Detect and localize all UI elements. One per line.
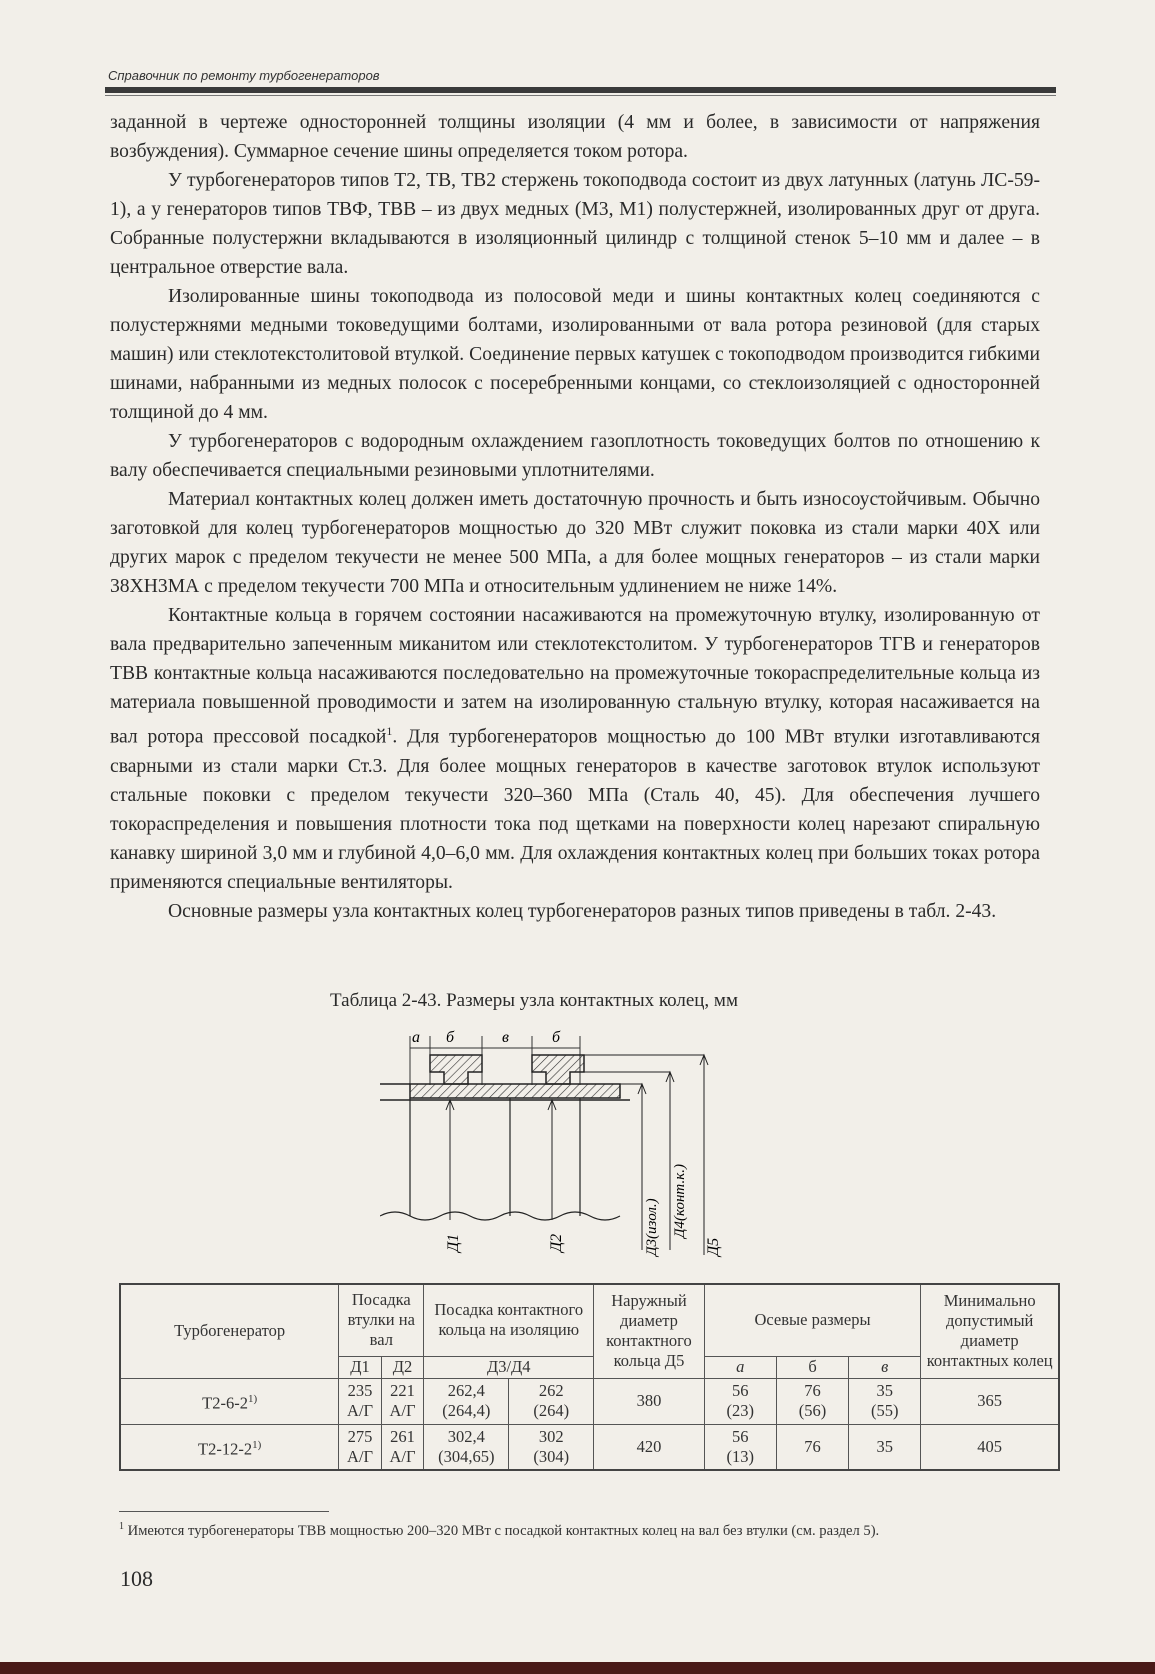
paragraph-start: Контактные кольца в горячем состоянии насаживаются на промежуточную втулку, изолированную от вала предварительно запеченным миканитом или стеклотекстолитом. У турбогенераторов ТГВ и генераторов ТВВ контактные кольца насаживаются последовательно на промежуточные токораспределительные кольца из материала повышенной проводимости и затем на изолированную стальную втулку, которая насаживается на вал ротора прессовой посадкой [110,605,1040,748]
dimensions-table [119,1283,1060,1471]
contact-ring-diagram [380,1020,800,1276]
diagram-svg [380,1020,800,1276]
footnote-rule [119,1511,329,1512]
header-rule [105,87,1056,93]
paragraph: Изолированные шины токоподвода из полосовой меди и шины контактных колец соединяются с полустержнями медными токоведущими болтами, изолированными от вала ротора резиновой (для старых машин) или стеклотекстолитовой втулкой. Соединение первых катушек с токоподводом производится гибкими шинами, набранными из медных полосок с посеребренными концами, со стеклоизоляцией с односторонней толщиной до 4 мм. [110,286,1040,423]
cell-min: 405 [921,1424,1059,1470]
footnote-mark: 1 [119,1521,124,1532]
col-header-axial: Осевые размеры [704,1284,921,1356]
cell-name: Т2-12-2$^{1)}$ [120,1424,339,1470]
cell-v: 35 [849,1424,921,1470]
label-b2: б [552,1029,561,1046]
paragraph [110,601,1040,897]
label-v: в [502,1029,509,1046]
label-d3: Д3(изол.) [644,1198,660,1256]
label-d5: Д5 [705,1237,722,1256]
table-row [120,1424,1059,1470]
cell-name: Т2-6-2$^{1)}$ [120,1378,339,1424]
col-header-outer-diameter: Наружный диаметр контактного кольца Д5 [594,1284,704,1378]
page-number: 108 [120,1566,153,1591]
paragraph: Материал контактных колец должен иметь достаточную прочность и быть износоустойчивым. Обычно заготовкой для колец турбогенераторов мощностью до 320 МВт служит поковка из стали марки 40Х или других марок с пределом текучести не менее 500 МПа, а для более мощных генераторов – из стали марки 38ХН3МА с пределом текучести 700 МПа и относительным удлинением не ниже 14%. [110,489,1040,597]
paragraph: У турбогенераторов с водородным охлаждением газоплотность токоведущих болтов по отношению к валу обеспечивается специальными резиновыми уплотнителями. [110,431,1040,481]
running-head: Справочник по ремонту турбогенераторов [108,68,380,83]
cell-d5: 420 [594,1424,704,1470]
cell-d5: 380 [594,1378,704,1424]
col-header-d1: Д1 [339,1356,381,1378]
cell-d2: 261 А/Г [381,1424,423,1470]
paragraph: заданной в чертеже односторонней толщины изоляции (4 мм и более, в зависимости от напряжения возбуждения). Суммарное сечение шины определяется током ротора. [110,112,1040,162]
cell-b: 76 [776,1424,848,1470]
header-rule-thin [105,95,1056,96]
contact-ring-1 [430,1055,482,1084]
cell-d4: 262 (264) [509,1378,594,1424]
cell-d2: 221 А/Г [381,1378,423,1424]
cell-d3: 262,4 (264,4) [424,1378,509,1424]
cell-min: 365 [921,1378,1059,1424]
cell-a: 56 (23) [704,1378,776,1424]
cell-d4: 302 (304) [509,1424,594,1470]
col-header-v: в [849,1356,921,1378]
cell-a: 56 (13) [704,1424,776,1470]
cell-d1: 275 А/Г [339,1424,381,1470]
label-d4: Д4(конт.к.) [672,1164,688,1238]
cell-b: 76 (56) [776,1378,848,1424]
insulated-sleeve [410,1084,620,1098]
label-d2: Д2 [548,1233,565,1252]
col-header-d3d4: Д3/Д4 [424,1356,594,1378]
cell-d1: 235 А/Г [339,1378,381,1424]
col-header-sleeve-fit: Посадка втулки на вал [339,1284,424,1356]
contact-ring-2 [532,1055,584,1084]
col-header-turbogenerator: Турбогенератор [120,1284,339,1378]
footnote [119,1516,1059,1542]
col-header-b: б [776,1356,848,1378]
table-row [120,1378,1059,1424]
table-caption: Таблица 2-43. Размеры узла контактных колец, мм [330,990,738,1011]
col-header-d2: Д2 [381,1356,423,1378]
scan-edge [0,1662,1155,1674]
paragraph: У турбогенераторов типов Т2, ТВ, ТВ2 стержень токоподвода состоит из двух латунных (латунь ЛС-59-1), а у генераторов типов ТВФ, ТВВ – из двух медных (М3, М1) полустержней, изолированных друг от друга. Собранные полустержни вкладываются в изоляционный цилиндр с толщиной стенок 5–10 мм и далее – в центральное отверстие вала. [110,170,1040,278]
col-header-ring-fit: Посадка контактного кольца на изоляцию [424,1284,594,1356]
paragraph: Основные размеры узла контактных колец турбогенераторов разных типов приведены в табл. 2-43. [168,900,997,922]
body-text [110,108,1040,926]
label-b1: б [446,1029,455,1046]
label-a: а [412,1029,420,1046]
footnote-text: Имеются турбогенераторы ТВВ мощностью 200–320 МВт с посадкой контактных колец на вал без втулки (см. раздел 5). [127,1522,880,1539]
cell-d3: 302,4 (304,65) [424,1424,509,1470]
paragraph-rest: . Для турбогенераторов мощностью до 100 МВт втулки изготавливаются сварными из стали марки Ст.3. Для более мощных генераторов в качестве заготовок втулок используют стальные поковки с пределом текучести 320–360 МПа (Сталь 40, 45). Для обеспечения лучшего токораспределения и повышения плотности тока под щетками на поверхности колец нарезают спиральную канавку шириной 3,0 мм и глубиной 4,0–6,0 мм. Для охлаждения контактных колец при больших токах ротора применяются специальные вентиляторы. [110,726,1040,893]
col-header-a: а [704,1356,776,1378]
label-d1: Д1 [445,1233,462,1252]
col-header-min-diameter: Минимально допустимый диаметр контактных колец [921,1284,1059,1378]
break-line [380,1212,620,1220]
cell-v: 35 (55) [849,1378,921,1424]
footnote-ref: 1 [386,724,393,738]
